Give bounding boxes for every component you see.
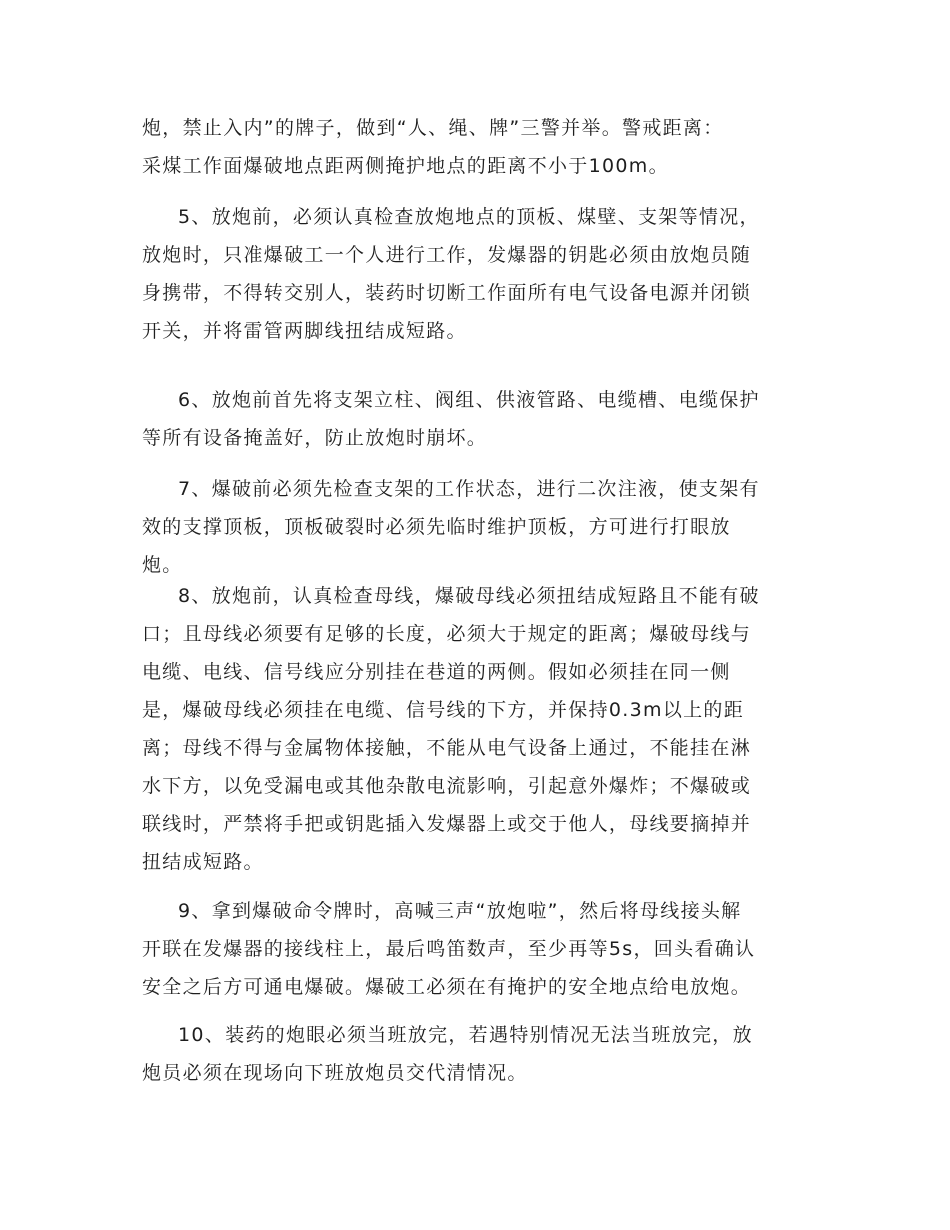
- text-line: 放炮时，只准爆破工一个人进行工作，发爆器的钥匙必须由放炮员随: [142, 244, 752, 266]
- text-line: 离；母线不得与金属物体接触，不能从电气设备上通过，不能挂在淋: [142, 737, 752, 759]
- text-line: 炮，禁止入内”的牌子，做到“人、绳、牌”三警并举。警戒距离：: [142, 117, 724, 139]
- paragraph-item-10: [142, 1016, 822, 1092]
- text-line: 联线时，严禁将手把或钥匙插入发爆器上或交于他人，母线要摘掉并: [142, 813, 752, 835]
- text-line: 7、爆破前必须先检查支架的工作状态，进行二次注液，使支架有: [178, 478, 760, 500]
- paragraph-item-7: [142, 470, 822, 584]
- text-line: 电缆、电线、信号线应分别挂在巷道的两侧。假如必须挂在同一侧: [142, 661, 731, 683]
- text-line: 炮。: [142, 554, 183, 576]
- text-line: 6、放炮前首先将支架立柱、阀组、供液管路、电缆槽、电缆保护: [178, 389, 760, 411]
- text-line: 8、放炮前，认真检查母线，爆破母线必须扭结成短路且不能有破: [178, 585, 760, 607]
- text-line: 炮员必须在现场向下班放炮员交代清情况。: [142, 1062, 528, 1084]
- paragraph-item-5: [142, 198, 822, 350]
- text-line: 10、装药的炮眼必须当班放完，若遇特别情况无法当班放完，放: [178, 1024, 753, 1046]
- paragraph-item-9: [142, 892, 822, 1006]
- text-line: 身携带，不得转交别人，装药时切断工作面所有电气设备电源并闭锁: [142, 282, 752, 304]
- text-line: 安全之后方可通电爆破。爆破工必须在有掩护的安全地点给电放炮。: [142, 976, 752, 998]
- text-line: 口；且母线必须要有足够的长度，必须大于规定的距离；爆破母线与: [142, 623, 752, 645]
- text-line: 9、拿到爆破命令牌时，高喊三声“放炮啦”，然后将母线接头解: [178, 900, 742, 922]
- paragraph-item-6: [142, 381, 822, 457]
- text-line: 5、放炮前，必须认真检查放炮地点的顶板、煤壁、支架等情况，: [178, 206, 760, 228]
- text-line: 水下方，以免受漏电或其他杂散电流影响，引起意外爆炸；不爆破或: [142, 775, 752, 797]
- text-line: 等所有设备掩盖好，防止放炮时崩坏。: [142, 427, 488, 449]
- text-line: 扭结成短路。: [142, 851, 264, 873]
- text-line: 是，爆破母线必须挂在电缆、信号线的下方，并保持0.3m以上的距: [142, 699, 745, 721]
- paragraph-item-8: [142, 577, 822, 881]
- text-line: 效的支撑顶板，顶板破裂时必须先临时维护顶板，方可进行打眼放: [142, 516, 731, 538]
- text-line: 采煤工作面爆破地点距两侧掩护地点的距离不小于100m。: [142, 155, 669, 177]
- paragraph-continued: [142, 109, 822, 185]
- text-line: 开关，并将雷管两脚线扭结成短路。: [142, 320, 467, 342]
- text-line: 开联在发爆器的接线柱上，最后鸣笛数声，至少再等5s，回头看确认: [142, 938, 756, 960]
